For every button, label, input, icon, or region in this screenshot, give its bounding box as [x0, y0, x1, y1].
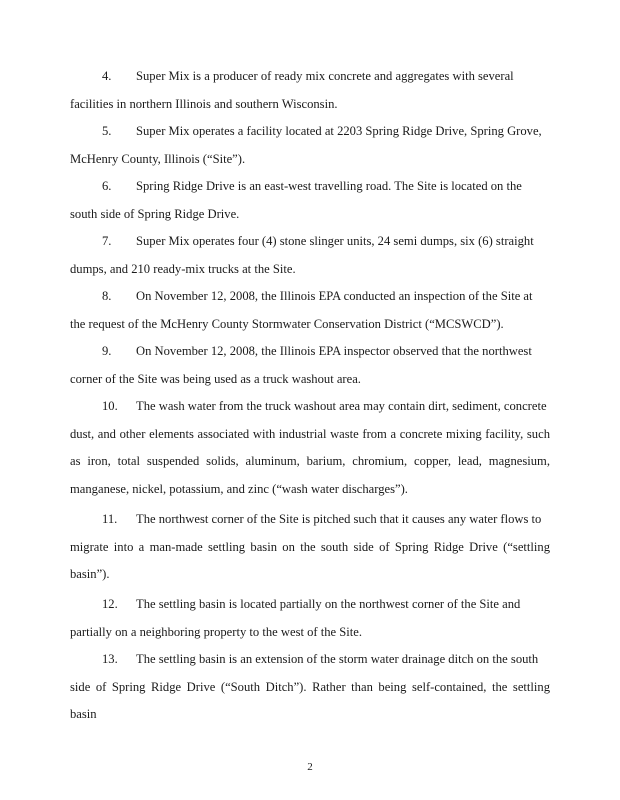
paragraph-text-first-line: The settling basin is an extension of the storm water drainage ditch on the south: [136, 652, 539, 666]
paragraph-number: 10.: [102, 399, 118, 413]
paragraph-text: McHenry County, Illinois (“Site”).: [70, 151, 246, 166]
paragraph-number: 9.: [102, 344, 112, 358]
paragraph-12: [70, 591, 550, 646]
paragraph-text-first-line: The wash water from the truck washout area may contain dirt, sediment, concrete: [136, 399, 547, 413]
paragraph-text-first-line: Super Mix operates four (4) stone slinger units, 24 semi dumps, six (6) straight: [136, 234, 534, 248]
paragraph-11: [70, 506, 550, 589]
paragraph-text: dust, and other elements associated with industrial waste from a concrete mixing facility, such as iron, total suspended solids, aluminum, barium, chromium, copper, lead, magnesium, manganese, nickel, potassium, and zinc (“wash water discharges”).: [70, 426, 550, 496]
paragraph-text-first-line: The northwest corner of the Site is pitched such that it causes any water flows to: [136, 512, 542, 526]
paragraph-number: 5.: [102, 124, 112, 138]
paragraph-text: the request of the McHenry County Stormwater Conservation District (“MCSWCD”).: [70, 316, 504, 331]
paragraph-5: [70, 118, 550, 173]
paragraph-text: facilities in northern Illinois and southern Wisconsin.: [70, 96, 338, 111]
paragraph-text-first-line: On November 12, 2008, the Illinois EPA conducted an inspection of the Site at: [136, 289, 533, 303]
paragraph-8: [70, 283, 550, 338]
paragraph-number: 6.: [102, 179, 112, 193]
paragraph-10: [70, 393, 550, 503]
paragraph-13: [70, 646, 550, 729]
paragraph-text-first-line: Super Mix is a producer of ready mix concrete and aggregates with several: [136, 69, 514, 83]
paragraph-text-first-line: Super Mix operates a facility located at 2203 Spring Ridge Drive, Spring Grove,: [136, 124, 542, 138]
paragraph-text: south side of Spring Ridge Drive.: [70, 206, 240, 221]
paragraph-text: side of Spring Ridge Drive (“South Ditch”). Rather than being self-contained, the settling basin: [70, 679, 550, 721]
paragraph-number: 12.: [102, 597, 118, 611]
paragraph-text-first-line: Spring Ridge Drive is an east-west travelling road. The Site is located on the: [136, 179, 522, 193]
paragraph-6: [70, 173, 550, 228]
paragraph-number: 11.: [102, 512, 118, 526]
paragraph-text: partially on a neighboring property to the west of the Site.: [70, 624, 363, 639]
paragraph-text: dumps, and 210 ready-mix trucks at the Site.: [70, 261, 296, 276]
paragraph-number: 8.: [102, 289, 112, 303]
paragraph-number: 7.: [102, 234, 112, 248]
page-number: 2: [307, 761, 313, 773]
paragraph-text: migrate into a man-made settling basin on the south side of Spring Ridge Drive (“settling basin”).: [70, 539, 550, 581]
paragraph-number: 4.: [102, 69, 112, 83]
paragraph-number: 13.: [102, 652, 118, 666]
paragraph-text: corner of the Site was being used as a truck washout area.: [70, 371, 361, 386]
paragraph-7: [70, 228, 550, 283]
paragraph-4: [70, 63, 550, 118]
paragraph-text-first-line: On November 12, 2008, the Illinois EPA inspector observed that the northwest: [136, 344, 532, 358]
paragraph-text-first-line: The settling basin is located partially on the northwest corner of the Site and: [136, 597, 521, 611]
paragraph-9: [70, 338, 550, 393]
